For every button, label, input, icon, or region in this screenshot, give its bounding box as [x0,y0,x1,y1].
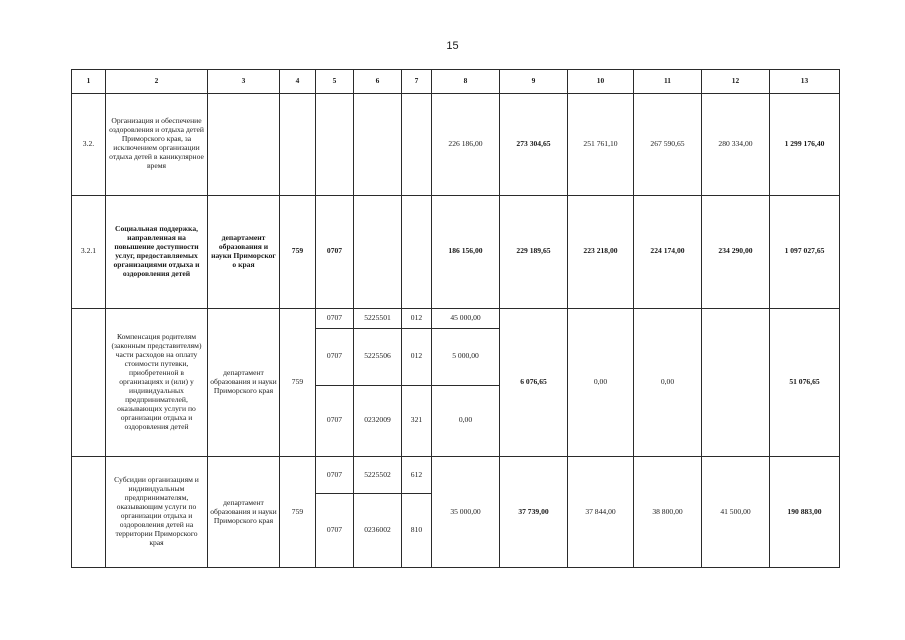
value-cell: 37 844,00 [568,457,634,568]
header-cell: 8 [432,70,500,94]
rz-cell [316,93,354,195]
total-cell: 190 883,00 [770,457,840,568]
value-cell: 280 334,00 [702,93,770,195]
total-cell: 51 076,65 [770,308,840,457]
value-cell: 223 218,00 [568,196,634,309]
rz-cell: 0707 [316,329,354,385]
value-cell [702,308,770,457]
header-cell: 10 [568,70,634,94]
executor-cell: департамент образования и науки Приморског о края [208,196,280,309]
page-number: 15 [446,40,459,52]
executor-cell: департамент образования и науки Приморского края [208,308,280,457]
value-cell: 226 186,00 [432,93,500,195]
table-row [72,93,840,195]
table-row [72,308,840,328]
value-cell: 229 189,65 [500,196,568,309]
table-row [72,457,840,494]
rz-cell: 0707 [316,385,354,457]
table-row [72,196,840,309]
header-cell: 2 [106,70,208,94]
csr-cell: 5225502 [354,457,402,494]
executor-cell [208,93,280,195]
value-cell: 234 290,00 [702,196,770,309]
grbs-cell [280,93,316,195]
value-cell: 6 076,65 [500,308,568,457]
header-cell: 4 [280,70,316,94]
grbs-cell: 759 [280,308,316,457]
csr-cell: 0232009 [354,385,402,457]
value-cell: 38 800,00 [634,457,702,568]
header-cell: 5 [316,70,354,94]
csr-cell [354,196,402,309]
header-cell: 12 [702,70,770,94]
csr-cell [354,93,402,195]
rz-cell: 0707 [316,457,354,494]
vr-cell: 012 [402,308,432,328]
value-cell: 45 000,00 [432,308,500,328]
budget-table [71,69,840,568]
value-cell: 41 500,00 [702,457,770,568]
header-cell: 9 [500,70,568,94]
grbs-cell: 759 [280,457,316,568]
row-name: Организация и обеспечение оздоровления и отдыха детей Приморского края, за исключением организации отдыха детей в каникулярное время [106,93,208,195]
value-cell: 0,00 [634,308,702,457]
value-cell: 273 304,65 [500,93,568,195]
row-code: 3.2. [72,93,106,195]
rz-cell: 0707 [316,308,354,328]
value-cell: 251 761,10 [568,93,634,195]
executor-cell: департамент образования и науки Приморского края [208,457,280,568]
value-cell: 5 000,00 [432,329,500,385]
vr-cell: 012 [402,329,432,385]
header-cell: 11 [634,70,702,94]
total-cell: 1 299 176,40 [770,93,840,195]
total-cell: 1 097 027,65 [770,196,840,309]
value-cell: 186 156,00 [432,196,500,309]
csr-cell: 5225501 [354,308,402,328]
csr-cell: 0236002 [354,494,402,568]
header-cell: 6 [354,70,402,94]
header-cell: 3 [208,70,280,94]
header-cell: 13 [770,70,840,94]
header-row [72,70,840,94]
row-code: 3.2.1 [72,196,106,309]
value-cell: 224 174,00 [634,196,702,309]
value-cell: 0,00 [568,308,634,457]
row-name: Социальная поддержка, направленная на повышение доступности услуг, предоставляемых организациями отдыха и оздоровления детей [106,196,208,309]
value-cell: 0,00 [432,385,500,457]
vr-cell [402,93,432,195]
value-cell: 35 000,00 [432,457,500,568]
vr-cell [402,196,432,309]
csr-cell: 5225506 [354,329,402,385]
vr-cell: 810 [402,494,432,568]
value-cell: 267 590,65 [634,93,702,195]
row-name: Субсидии организациям и индивидуальным предпринимателям, оказывающим услуги по организации отдыха и оздоровления детей на территории Приморского края [106,457,208,568]
value-cell: 37 739,00 [500,457,568,568]
row-code [72,457,106,568]
vr-cell: 612 [402,457,432,494]
header-cell: 1 [72,70,106,94]
grbs-cell: 759 [280,196,316,309]
header-cell: 7 [402,70,432,94]
rz-cell: 0707 [316,494,354,568]
rz-cell: 0707 [316,196,354,309]
row-code [72,308,106,457]
vr-cell: 321 [402,385,432,457]
row-name: Компенсация родителям (законным представителям) части расходов на оплату стоимости путевки, приобретенной в организациях и (или) у индивидуальных предпринимателей, оказывающих услуги по организации отдыха и оздоровления детей [106,308,208,457]
